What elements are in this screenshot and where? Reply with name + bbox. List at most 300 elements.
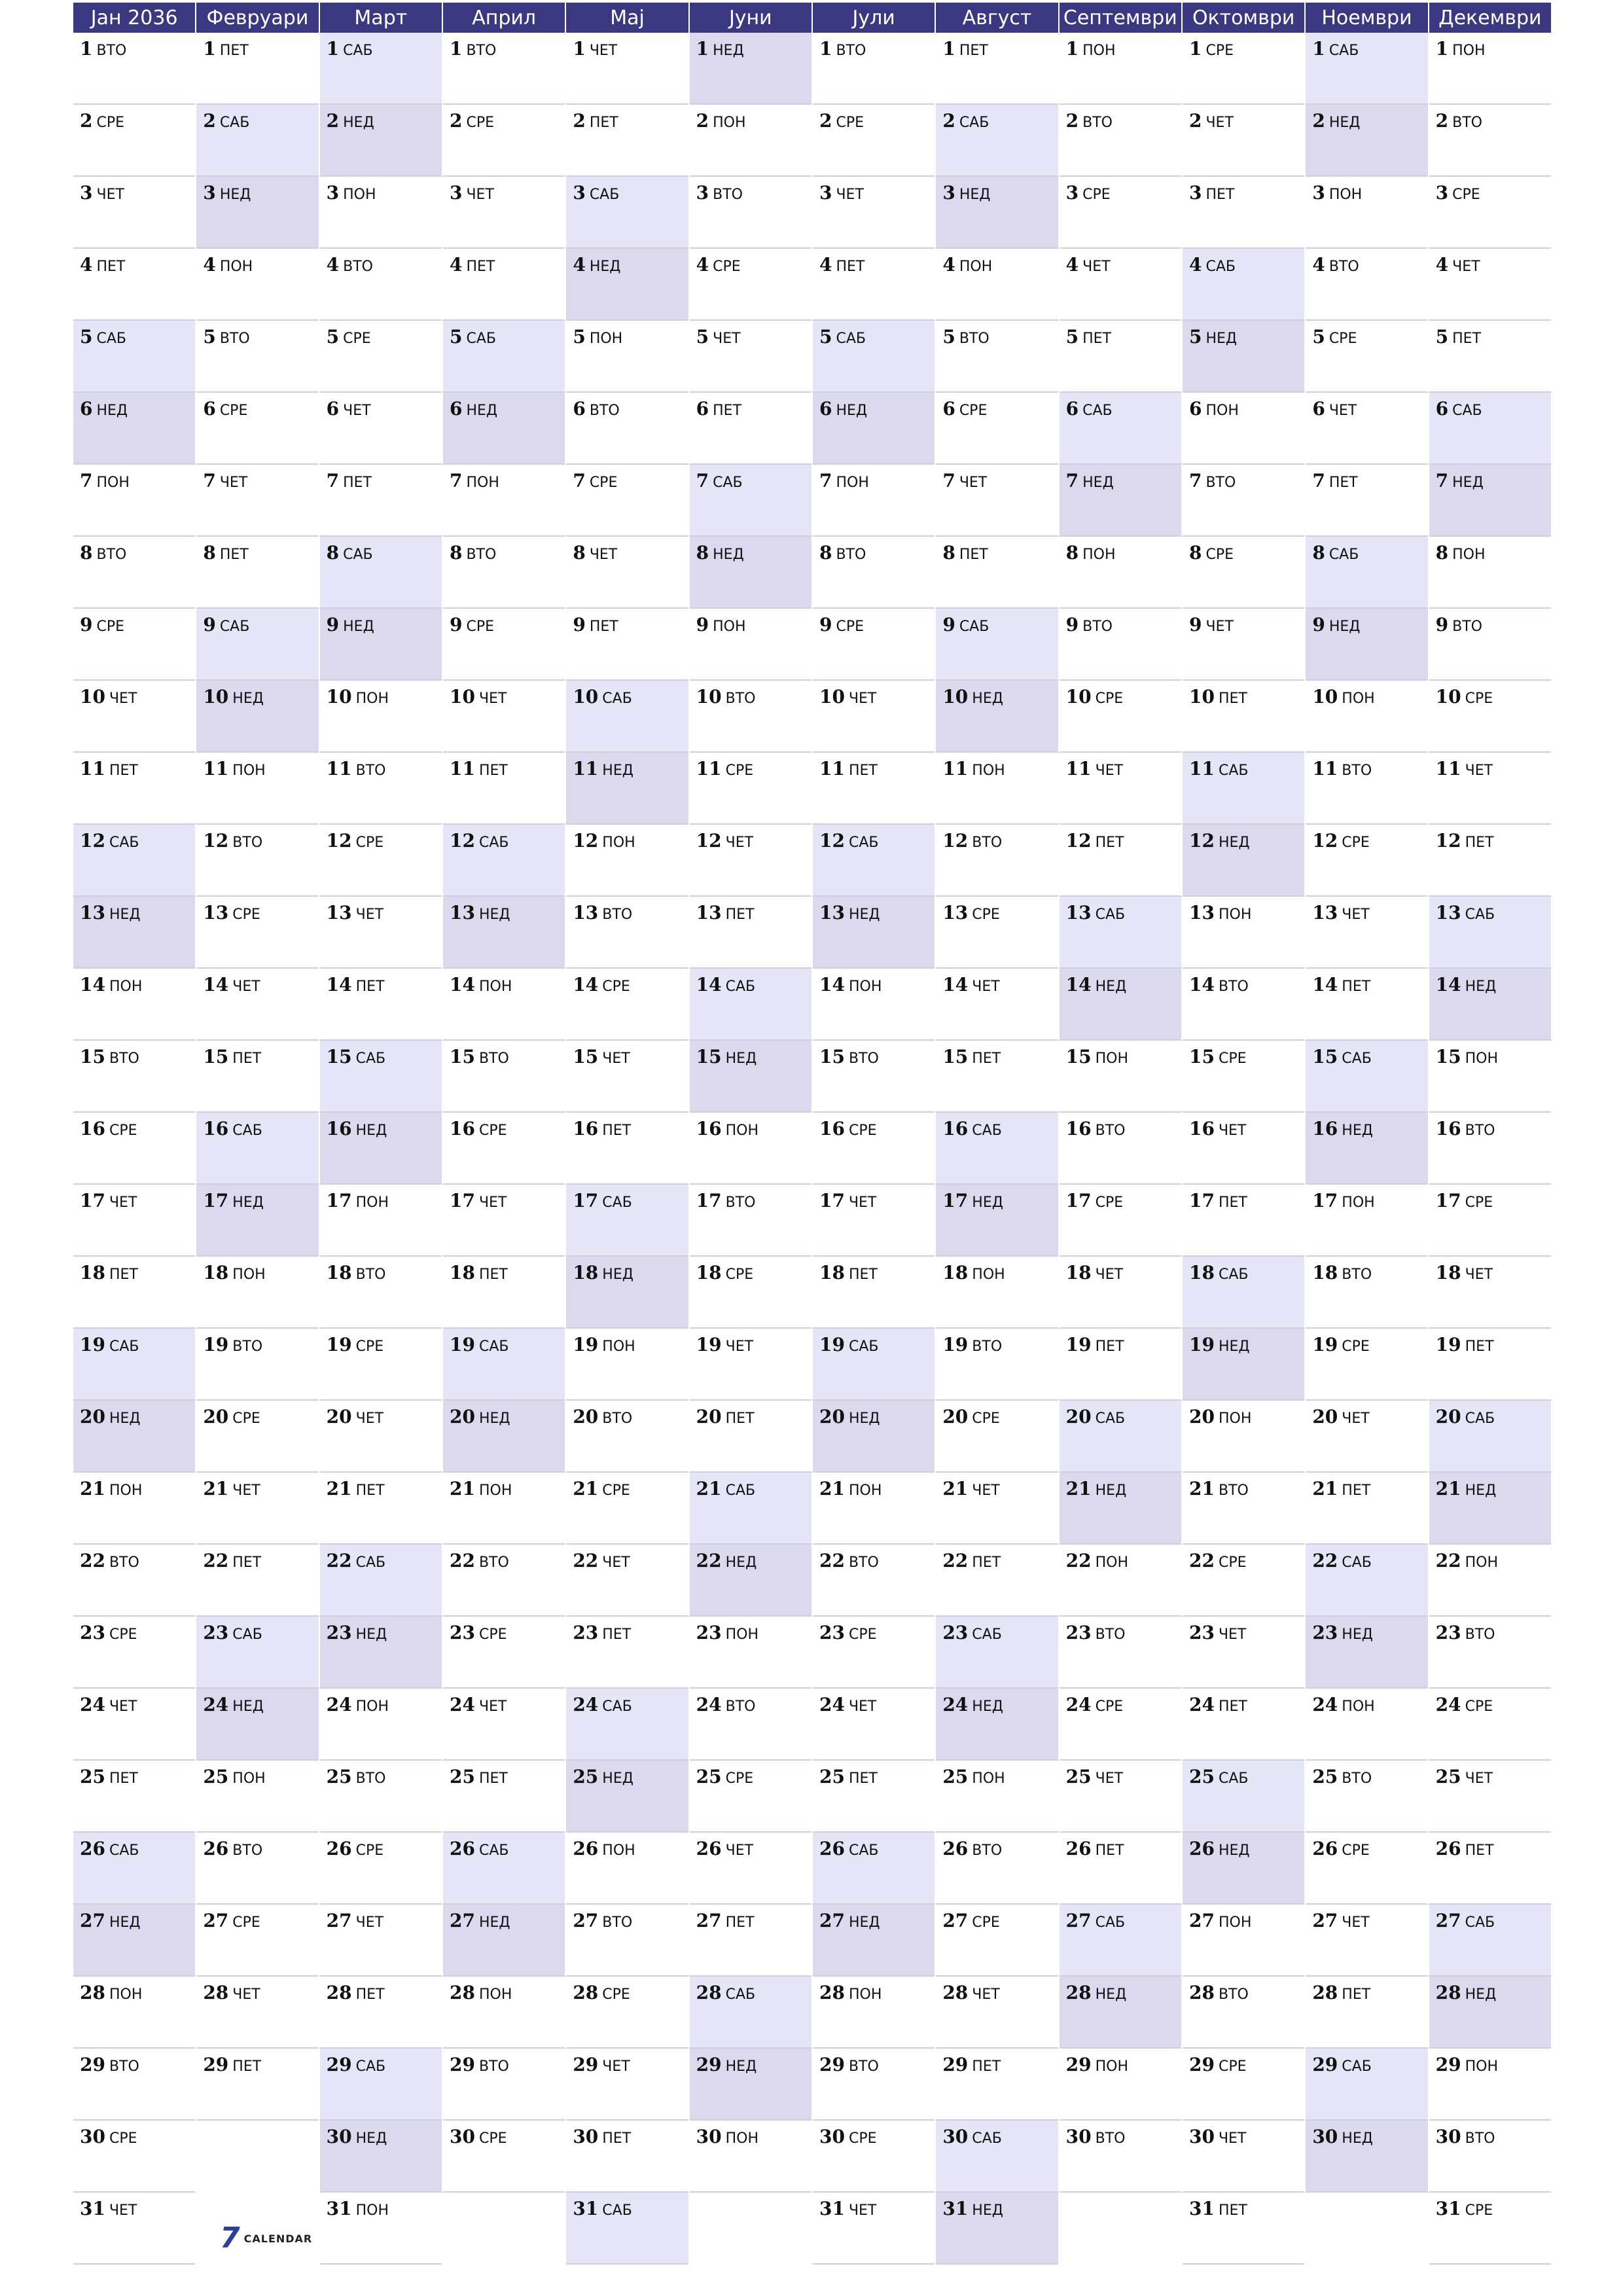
day-cell — [1060, 753, 1181, 825]
day-cell — [566, 1257, 688, 1329]
day-number: 20 — [696, 1406, 722, 1427]
weekday-label: ВТО — [972, 1338, 1003, 1355]
day-number: 23 — [80, 1622, 105, 1643]
day-cell — [320, 105, 442, 177]
weekday-label: ЧЕТ — [1452, 259, 1480, 275]
day-cell — [1060, 1113, 1181, 1185]
day-number: 16 — [326, 1118, 352, 1139]
weekday-label: ВТО — [836, 43, 866, 59]
day-cell — [443, 1401, 565, 1473]
day-number: 26 — [1065, 1838, 1092, 1859]
day-cell — [1183, 33, 1304, 105]
weekday-label: ВТО — [96, 547, 127, 563]
weekday-label: СРЕ — [725, 1266, 754, 1283]
day-number: 12 — [80, 830, 105, 852]
day-number: 25 — [573, 1766, 599, 1787]
day-number: 5 — [1065, 326, 1079, 348]
day-cell — [566, 249, 688, 321]
weekday-label: САБ — [466, 331, 496, 347]
weekday-label: СРЕ — [466, 115, 494, 131]
day-number: 18 — [203, 1262, 229, 1283]
weekday-label: ВТО — [355, 762, 386, 779]
day-cell — [566, 753, 688, 825]
day-cell — [73, 1473, 195, 1545]
day-cell — [690, 1761, 812, 1833]
empty-cell — [690, 2193, 812, 2265]
day-number: 7 — [203, 470, 216, 492]
day-number: 27 — [203, 1910, 229, 1931]
weekday-label: ПЕТ — [725, 906, 755, 923]
weekday-label: ПОН — [959, 259, 993, 275]
weekday-label: САБ — [725, 1986, 756, 2003]
day-number: 9 — [1188, 614, 1202, 636]
day-number: 18 — [696, 1262, 722, 1283]
weekday-label: ПОН — [589, 331, 623, 347]
weekday-label: САБ — [972, 1626, 1002, 1643]
weekday-label: ВТО — [1342, 1266, 1372, 1283]
day-number: 12 — [573, 830, 599, 852]
day-number: 25 — [1188, 1766, 1215, 1787]
day-cell — [196, 1041, 318, 1113]
day-number: 19 — [1065, 1334, 1092, 1355]
day-number: 2 — [819, 110, 832, 132]
day-number: 18 — [1435, 1262, 1461, 1283]
day-number: 22 — [1435, 1550, 1461, 1571]
day-cell — [690, 753, 812, 825]
day-cell — [1306, 1329, 1427, 1401]
weekday-label: ПЕТ — [1095, 1842, 1124, 1859]
day-cell — [1060, 465, 1181, 537]
day-cell — [690, 537, 812, 609]
day-cell — [1060, 2121, 1181, 2193]
day-number: 3 — [1065, 182, 1079, 204]
day-number: 31 — [573, 2198, 599, 2219]
day-cell — [1306, 2049, 1427, 2121]
weekday-label: ЧЕТ — [355, 1410, 384, 1427]
weekday-label: САБ — [848, 834, 879, 851]
day-number: 26 — [942, 1838, 969, 1859]
day-number: 10 — [942, 686, 969, 708]
day-number: 9 — [942, 614, 955, 636]
weekday-label: ВТО — [725, 1698, 756, 1715]
day-number: 29 — [1188, 2054, 1215, 2075]
weekday-label: ЧЕТ — [1095, 1266, 1124, 1283]
weekday-label: ВТО — [848, 2058, 879, 2075]
weekday-label: ЧЕТ — [1465, 762, 1493, 779]
day-number: 2 — [1435, 110, 1449, 132]
weekday-label: ПОН — [1342, 691, 1375, 707]
day-number: 10 — [326, 686, 352, 708]
day-cell — [936, 1401, 1058, 1473]
day-cell — [566, 1545, 688, 1617]
weekday-label: СРЕ — [1465, 691, 1493, 707]
day-number: 7 — [819, 470, 832, 492]
day-number: 1 — [819, 38, 832, 60]
weekday-label: ВТО — [478, 2058, 509, 2075]
day-number: 17 — [1435, 1190, 1461, 1211]
weekday-label: ПЕТ — [1465, 834, 1494, 851]
weekday-label: ПЕТ — [972, 2058, 1001, 2075]
month-header: Декември — [1429, 3, 1551, 33]
weekday-label: ВТО — [725, 691, 756, 707]
day-cell — [443, 33, 565, 105]
day-cell — [320, 2049, 442, 2121]
day-cell — [443, 249, 565, 321]
day-cell — [73, 1185, 195, 1257]
day-number: 6 — [326, 398, 340, 420]
day-number: 15 — [1312, 1046, 1338, 1067]
day-cell — [320, 681, 442, 753]
day-number: 25 — [203, 1766, 229, 1787]
day-number: 5 — [1435, 326, 1449, 348]
weekday-label: НЕД — [1218, 834, 1250, 851]
weekday-label: НЕД — [602, 1266, 633, 1283]
day-number: 26 — [696, 1838, 722, 1859]
day-cell — [443, 753, 565, 825]
weekday-label: ЧЕТ — [355, 1914, 384, 1931]
weekday-label: ПОН — [232, 1266, 266, 1283]
day-cell — [1306, 1041, 1427, 1113]
day-number: 8 — [203, 542, 216, 564]
day-cell — [320, 969, 442, 1041]
day-number: 12 — [819, 830, 845, 852]
day-cell — [936, 1185, 1058, 1257]
day-number: 31 — [942, 2198, 969, 2219]
day-cell — [1306, 1185, 1427, 1257]
month-header: Октомври — [1183, 3, 1304, 33]
day-cell — [443, 2121, 565, 2193]
day-cell — [1183, 2049, 1304, 2121]
weekday-label: ПЕТ — [1342, 1986, 1371, 2003]
weekday-label: ЧЕТ — [602, 2058, 630, 2075]
day-cell — [813, 1833, 935, 1905]
weekday-label: НЕД — [1342, 2130, 1373, 2147]
day-cell — [1060, 1041, 1181, 1113]
weekday-label: САБ — [725, 978, 756, 995]
weekday-label: ВТО — [959, 331, 990, 347]
weekday-label: СРЕ — [602, 1986, 630, 2003]
day-cell — [1060, 1401, 1181, 1473]
day-cell — [1306, 1977, 1427, 2049]
weekday-label: ПОН — [355, 691, 389, 707]
weekday-label: ЧЕТ — [848, 2202, 877, 2219]
day-number: 8 — [80, 542, 93, 564]
day-number: 2 — [449, 110, 463, 132]
day-number: 15 — [1188, 1046, 1215, 1067]
day-number: 25 — [80, 1766, 105, 1787]
day-cell — [196, 249, 318, 321]
weekday-label: ПЕТ — [836, 259, 865, 275]
day-number: 23 — [1435, 1622, 1461, 1643]
weekday-label: ЧЕТ — [972, 978, 1000, 995]
day-cell — [1060, 177, 1181, 249]
day-cell — [813, 1545, 935, 1617]
day-number: 27 — [80, 1910, 105, 1931]
weekday-label: ЧЕТ — [959, 475, 988, 491]
weekday-label: СРЕ — [478, 1626, 507, 1643]
weekday-label: НЕД — [972, 691, 1003, 707]
day-cell — [1306, 1113, 1427, 1185]
weekday-label: САБ — [1205, 259, 1236, 275]
day-cell — [566, 1833, 688, 1905]
day-cell — [320, 1977, 442, 2049]
day-number: 9 — [1065, 614, 1079, 636]
day-number: 28 — [326, 1982, 352, 2003]
day-number: 4 — [1435, 254, 1449, 276]
day-number: 3 — [203, 182, 216, 204]
weekday-label: НЕД — [343, 115, 374, 131]
weekday-label: ПЕТ — [355, 978, 385, 995]
day-number: 17 — [80, 1190, 105, 1211]
day-cell — [320, 2121, 442, 2193]
day-number: 27 — [1312, 1910, 1338, 1931]
weekday-label: СРЕ — [478, 1122, 507, 1139]
day-number: 9 — [326, 614, 340, 636]
weekday-label: САБ — [219, 115, 250, 131]
day-number: 15 — [1065, 1046, 1092, 1067]
day-number: 21 — [819, 1478, 845, 1499]
day-cell — [813, 177, 935, 249]
weekday-label: СРЕ — [1095, 1698, 1124, 1715]
day-number: 1 — [696, 38, 709, 60]
day-number: 30 — [573, 2126, 599, 2147]
day-cell — [1060, 1689, 1181, 1761]
day-cell — [1429, 969, 1551, 1041]
weekday-label: НЕД — [1095, 1986, 1127, 2003]
weekday-label: ПЕТ — [232, 1554, 262, 1571]
day-number: 6 — [942, 398, 955, 420]
day-cell — [1060, 537, 1181, 609]
weekday-label: ЧЕТ — [1342, 1410, 1370, 1427]
day-number: 29 — [326, 2054, 352, 2075]
day-cell — [936, 1977, 1058, 2049]
day-cell — [936, 537, 1058, 609]
weekday-label: ПОН — [109, 1482, 143, 1499]
empty-cell — [1306, 2193, 1427, 2265]
day-number: 5 — [203, 326, 216, 348]
day-cell — [196, 1833, 318, 1905]
day-number: 25 — [1435, 1766, 1461, 1787]
day-number: 4 — [1188, 254, 1202, 276]
day-number: 6 — [1188, 398, 1202, 420]
weekday-label: ПОН — [1218, 906, 1252, 923]
day-cell — [443, 1689, 565, 1761]
weekday-label: САБ — [589, 187, 620, 203]
day-cell — [566, 1041, 688, 1113]
day-cell — [320, 465, 442, 537]
day-number: 23 — [696, 1622, 722, 1643]
weekday-label: САБ — [602, 691, 632, 707]
day-cell — [566, 465, 688, 537]
day-number: 8 — [696, 542, 709, 564]
day-number: 21 — [1312, 1478, 1338, 1499]
day-cell — [196, 1617, 318, 1689]
month-header: Јан 2036 — [73, 3, 195, 33]
day-number: 12 — [942, 830, 969, 852]
day-number: 12 — [1312, 830, 1338, 852]
weekday-label: ЧЕТ — [725, 1842, 754, 1859]
day-number: 4 — [1312, 254, 1325, 276]
month-header: Септември — [1060, 3, 1181, 33]
day-number: 7 — [1435, 470, 1449, 492]
day-cell — [443, 1185, 565, 1257]
day-cell — [566, 105, 688, 177]
day-number: 19 — [696, 1334, 722, 1355]
day-number: 14 — [80, 974, 105, 996]
day-number: 23 — [449, 1622, 475, 1643]
day-number: 1 — [942, 38, 955, 60]
day-number: 14 — [449, 974, 475, 996]
day-cell — [320, 1617, 442, 1689]
weekday-label: СРЕ — [96, 115, 125, 131]
day-cell — [196, 177, 318, 249]
weekday-label: ВТО — [1205, 475, 1236, 491]
weekday-label: ПОН — [478, 1482, 512, 1499]
day-number: 24 — [696, 1694, 722, 1715]
day-number: 23 — [1065, 1622, 1092, 1643]
day-number: 23 — [573, 1622, 599, 1643]
day-number: 7 — [573, 470, 586, 492]
weekday-label: ПОН — [713, 115, 746, 131]
month-column — [936, 3, 1058, 2265]
day-cell — [1429, 897, 1551, 969]
weekday-label: НЕД — [972, 2202, 1003, 2219]
day-number: 13 — [1065, 902, 1092, 924]
day-number: 28 — [80, 1982, 105, 2003]
day-cell — [1060, 681, 1181, 753]
day-cell — [1060, 1617, 1181, 1689]
day-number: 2 — [1065, 110, 1079, 132]
weekday-label: ПЕТ — [1095, 1338, 1124, 1355]
day-cell — [936, 1617, 1058, 1689]
day-number: 27 — [696, 1910, 722, 1931]
day-number: 27 — [819, 1910, 845, 1931]
weekday-label: ПОН — [355, 1698, 389, 1715]
day-cell — [1183, 1185, 1304, 1257]
day-number: 16 — [696, 1118, 722, 1139]
day-number: 11 — [573, 758, 599, 780]
day-number: 27 — [326, 1910, 352, 1931]
day-number: 19 — [1435, 1334, 1461, 1355]
day-cell — [813, 1401, 935, 1473]
weekday-label: СРЕ — [836, 619, 864, 635]
weekday-label: САБ — [355, 1050, 386, 1067]
day-cell — [1306, 753, 1427, 825]
weekday-label: ПОН — [1095, 1554, 1129, 1571]
weekday-label: ПОН — [478, 978, 512, 995]
day-cell — [73, 1761, 195, 1833]
day-cell — [320, 1185, 442, 1257]
weekday-label: ЧЕТ — [972, 1986, 1000, 2003]
day-number: 24 — [1312, 1694, 1338, 1715]
day-number: 8 — [573, 542, 586, 564]
weekday-label: САБ — [109, 834, 139, 851]
day-cell — [1183, 1761, 1304, 1833]
day-cell — [1060, 321, 1181, 393]
weekday-label: ПОН — [602, 1842, 635, 1859]
day-cell — [1060, 1257, 1181, 1329]
weekday-label: ЧЕТ — [343, 403, 371, 419]
weekday-label: ВТО — [713, 187, 743, 203]
day-number: 25 — [942, 1766, 969, 1787]
day-number: 12 — [203, 830, 229, 852]
day-cell — [1183, 1545, 1304, 1617]
weekday-label: ПОН — [109, 1986, 143, 2003]
day-cell — [1183, 1257, 1304, 1329]
day-number: 15 — [696, 1046, 722, 1067]
weekday-label: ПЕТ — [602, 1626, 632, 1643]
day-number: 26 — [1188, 1838, 1215, 1859]
weekday-label: ПОН — [602, 834, 635, 851]
day-number: 19 — [819, 1334, 845, 1355]
weekday-label: СРЕ — [1342, 1842, 1370, 1859]
weekday-label: ПОН — [1465, 2058, 1499, 2075]
weekday-label: СРЕ — [1465, 1698, 1493, 1715]
day-cell — [1429, 1689, 1551, 1761]
weekday-label: СРЕ — [219, 403, 248, 419]
day-number: 11 — [819, 758, 845, 780]
weekday-label: ЧЕТ — [219, 475, 248, 491]
day-cell — [936, 1257, 1058, 1329]
day-cell — [443, 1257, 565, 1329]
day-cell — [1060, 1761, 1181, 1833]
month-header: Јули — [813, 3, 935, 33]
weekday-label: НЕД — [602, 1770, 633, 1787]
day-number: 11 — [326, 758, 352, 780]
day-number: 11 — [449, 758, 475, 780]
weekday-label: НЕД — [1329, 115, 1361, 131]
weekday-label: НЕД — [355, 2130, 387, 2147]
day-number: 2 — [696, 110, 709, 132]
day-cell — [1060, 105, 1181, 177]
weekday-label: НЕД — [478, 1914, 510, 1931]
weekday-label: ЧЕТ — [1342, 1914, 1370, 1931]
weekday-label: ВТО — [1342, 762, 1372, 779]
day-cell — [566, 1401, 688, 1473]
day-number: 16 — [1065, 1118, 1092, 1139]
day-cell — [813, 537, 935, 609]
weekday-label: ПЕТ — [343, 475, 372, 491]
day-cell — [1183, 1113, 1304, 1185]
day-cell — [196, 1329, 318, 1401]
weekday-label: НЕД — [589, 259, 621, 275]
weekday-label: САБ — [478, 1338, 509, 1355]
day-number: 5 — [80, 326, 93, 348]
weekday-label: СРЕ — [1342, 834, 1370, 851]
weekday-label: САБ — [1218, 762, 1249, 779]
day-number: 22 — [1065, 1550, 1092, 1571]
weekday-label: ВТО — [602, 1914, 633, 1931]
weekday-label: ПЕТ — [602, 2130, 632, 2147]
weekday-label: САБ — [343, 547, 373, 563]
weekday-label: ПОН — [109, 978, 143, 995]
day-cell — [1306, 537, 1427, 609]
day-number: 22 — [326, 1550, 352, 1571]
day-cell — [936, 33, 1058, 105]
day-cell — [1183, 681, 1304, 753]
day-number: 19 — [573, 1334, 599, 1355]
day-cell — [936, 1905, 1058, 1977]
day-number: 29 — [449, 2054, 475, 2075]
day-cell — [936, 177, 1058, 249]
day-number: 24 — [1065, 1694, 1092, 1715]
day-number: 15 — [819, 1046, 845, 1067]
day-cell — [320, 1473, 442, 1545]
day-cell — [1060, 609, 1181, 681]
day-cell — [443, 681, 565, 753]
month-column — [566, 3, 688, 2265]
day-cell — [196, 1545, 318, 1617]
